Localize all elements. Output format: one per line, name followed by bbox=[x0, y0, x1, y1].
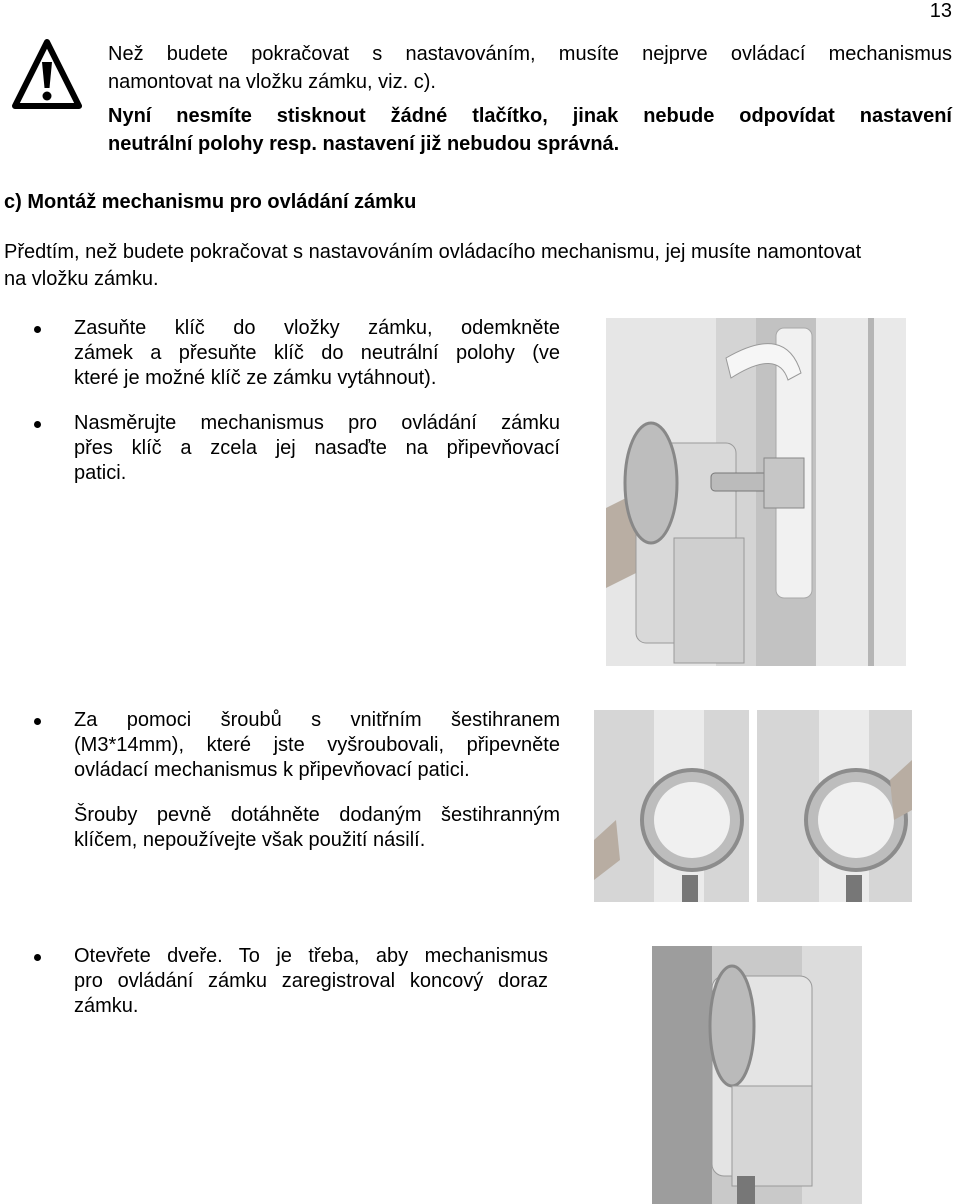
section-intro bbox=[4, 239, 960, 293]
bullet-line: (M3*14mm), které jste vyšroubovali, připevněte bbox=[74, 734, 560, 756]
bullet-line: zámku. bbox=[74, 995, 139, 1017]
intro-line-1: Předtím, než budete pokračovat s nastavováním ovládacího mechanismu, jej musíte namontovat bbox=[4, 241, 862, 263]
section-heading: c) Montáž mechanismu pro ovládání zámku bbox=[4, 191, 417, 213]
warning-line-3: Nyní nesmíte stisknout žádné tlačítko, jinak nebude odpovídat nastavení bbox=[108, 105, 952, 127]
bullet-line: pro ovládání zámku zaregistroval koncový doraz bbox=[74, 970, 548, 992]
photo-door-open bbox=[652, 946, 862, 1204]
photo-mounting-on-key bbox=[606, 318, 906, 666]
bullet-icon bbox=[34, 954, 41, 961]
bullet-list-1 bbox=[74, 316, 560, 486]
bullet-icon bbox=[34, 421, 41, 428]
bullet-line: klíčem, nepoužívejte však použití násilí. bbox=[74, 829, 426, 851]
bullet-line: Nasměrujte mechanismus pro ovládání zámku bbox=[74, 412, 560, 434]
warning-triangle-icon bbox=[12, 38, 82, 112]
bullet-line: Šrouby pevně dotáhněte dodaným šestihranným bbox=[74, 804, 560, 826]
bullet-line: ovládací mechanismus k připevňovací patici. bbox=[74, 759, 470, 781]
bullet-line: které je možné klíč ze zámku vytáhnout). bbox=[74, 367, 437, 389]
bullet-icon bbox=[34, 718, 41, 725]
list-item-continuation bbox=[74, 803, 560, 853]
list-item bbox=[74, 708, 560, 783]
page-number: 13 bbox=[929, 0, 952, 22]
list-item bbox=[74, 316, 560, 391]
warning-line-2: namontovat na vložku zámku, viz. c). bbox=[108, 71, 436, 93]
list-item bbox=[74, 411, 560, 486]
photo-screw-mounting bbox=[594, 710, 912, 902]
bullet-list-3 bbox=[74, 944, 548, 1019]
warning-line-1: Než budete pokračovat s nastavováním, musíte nejprve ovládací mechanismus bbox=[108, 43, 952, 65]
bullet-icon bbox=[34, 326, 41, 333]
bullet-line: zámek a přesuňte klíč do neutrální polohy (ve bbox=[74, 342, 560, 364]
bullet-line: patici. bbox=[74, 462, 127, 484]
bullet-line: Za pomoci šroubů s vnitřním šestihranem bbox=[74, 709, 560, 731]
bullet-line: Zasuňte klíč do vložky zámku, odemkněte bbox=[74, 317, 560, 339]
intro-line-2: na vložku zámku. bbox=[4, 268, 159, 290]
warning-text bbox=[108, 40, 952, 158]
bullet-list-2 bbox=[74, 708, 560, 853]
warning-line-4: neutrální polohy resp. nastavení již nebudou správná. bbox=[108, 133, 620, 155]
bullet-line: Otevřete dveře. To je třeba, aby mechanismus bbox=[74, 945, 548, 967]
bullet-line: přes klíč a zcela jej nasaďte na připevňovací bbox=[74, 437, 560, 459]
list-item bbox=[74, 944, 548, 1019]
